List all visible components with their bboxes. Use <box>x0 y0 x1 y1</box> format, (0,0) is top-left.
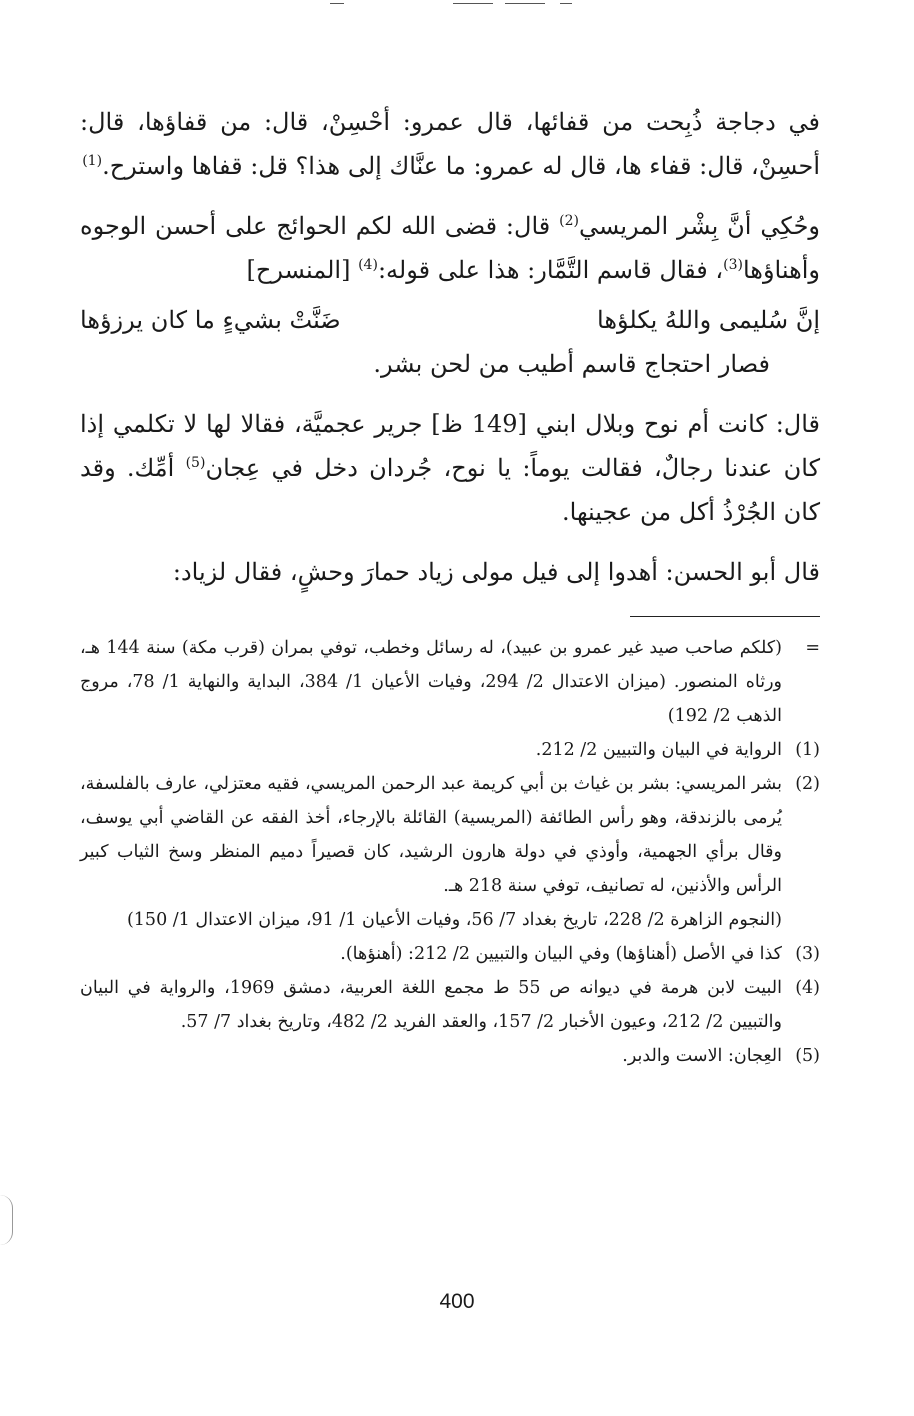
paragraph-2-text-a: وحُكِي أنَّ بِشْر المريسي <box>578 212 821 240</box>
footnote-3-number: (3) <box>795 944 820 964</box>
paragraph-2 <box>80 204 820 292</box>
footnote-1 <box>80 733 820 767</box>
footnote-ref-4: (4) <box>358 257 378 273</box>
paragraph-2-text-b: قال: قضى الله لكم الحوائج على أحسن الوجوه وأهناؤها <box>80 212 820 284</box>
verse-first-hemistich: إنَّ سُليمى واللهُ يكلؤها <box>597 306 820 334</box>
footnote-3 <box>80 937 820 971</box>
paragraph-after-verse: فصار احتجاج قاسم أطيب من لحن بشر. <box>373 350 770 378</box>
footnote-continued <box>80 631 820 733</box>
paragraph-3-text-a: قال: كانت أم نوح وبلال ابني [149 ظ] جرير عجميَّة، فقالا لها لا تكلمي إذا كان عندنا رجالٌ، فقالت يوماً: يا نوح، جُردان دخل في عِجان <box>80 410 821 482</box>
poem-verse <box>80 298 820 342</box>
footnote-5-number: (5) <box>795 1046 820 1066</box>
footnote-1-text: الرواية في البيان والتبيين 2/ 212. <box>535 740 782 760</box>
footnote-separator <box>630 616 820 617</box>
footnote-4 <box>80 971 820 1039</box>
footnote-ref-1: (1) <box>82 153 103 169</box>
page-number: 400 <box>439 1290 475 1313</box>
paragraph-1 <box>80 100 820 188</box>
footnote-2-number: (2) <box>795 774 820 794</box>
scan-margin-edge <box>0 1195 13 1245</box>
paragraph-1-text: في دجاجة ذُبِحت من قفائها، قال عمرو: أحْسِنْ، قال: من قفاؤها، قال: أحسِنْ، قال: قفاء ها، قال له عمرو: ما عنَّاك إلى هذا؟ قل: قفاها واسترح. <box>80 108 820 180</box>
footnote-ref-5: (5) <box>185 455 206 471</box>
footnote-2 <box>80 767 820 903</box>
footnote-1-number: (1) <box>795 740 820 760</box>
footnote-5-text: العِجان: الاست والدبر. <box>622 1046 782 1066</box>
footnote-2-references: (النجوم الزاهرة 2/ 228، تاريخ بغداد 7/ 56، وفيات الأعيان 1/ 91، ميزان الاعتدال 1/ 150) <box>126 910 782 930</box>
paragraph-3 <box>80 402 820 534</box>
footnote-5 <box>80 1039 820 1073</box>
paragraph-2-text-c: ، فقال قاسم التَّمَّار: هذا على قوله: <box>377 256 724 284</box>
footnote-2-text: بشر المريسي: بشر بن غياث بن أبي كريمة عبد الرحمن المريسي، فقيه معتزلي، عارف بالفلسفة، يُرمى بالزندقة، وهو رأس الطائفة (المريسية) القائلة بالإرجاء، أخذ الفقه عن القاضي أبي يوسف، وقال برأي الجهمية، وأوذي في دولة هارون الرشيد، كان قصيراً دميم المنظر وسخ الثياب كبير الرأس والأذنين، له تصانيف، توفي سنة 218 هـ. <box>80 774 782 896</box>
verse-second-hemistich: ضَنَّتْ بشيءٍ ما كان يرزؤها <box>80 306 341 334</box>
footnote-continued-mark: = <box>805 638 820 658</box>
page-content <box>80 100 820 1073</box>
poetic-meter: [المنسرح] <box>246 256 359 284</box>
footnote-4-number: (4) <box>795 978 820 998</box>
footnote-4-text: البيت لابن هرمة في ديوانه ص 55 ط مجمع اللغة العربية، دمشق 1969، والرواية في البيان والتبيين 2/ 212، وعيون الأخبار 2/ 157، والعقد الفريد 2/ 482، وتاريخ بغداد 7/ 57. <box>80 978 782 1032</box>
footnote-ref-3: (3) <box>723 257 743 273</box>
footnote-continued-text: (كلكم صاحب صيد غير عمرو بن عبيد)، له رسائل وخطب، توفي بمران (قرب مكة) سنة 144 هـ، ورثاه المنصور. (ميزان الاعتدال 2/ 294، وفيات الأعيان 1/ 384، البداية والنهاية 1/ 78، مروج الذهب 2/ 192) <box>80 638 782 726</box>
footnote-3-text: كذا في الأصل (أهناؤها) وفي البيان والتبيين 2/ 212: (أهنؤها). <box>340 944 782 964</box>
top-scan-marks <box>0 0 914 10</box>
paragraph-4: قال أبو الحسن: أهدوا إلى فيل مولى زياد حمارَ وحشٍ، فقال لزياد: <box>172 558 820 586</box>
paragraph-3-text-b: أمِّك. وقد كان الجُرْذُ أكل من عجينها. <box>80 454 820 526</box>
footnote-ref-2: (2) <box>559 213 579 229</box>
